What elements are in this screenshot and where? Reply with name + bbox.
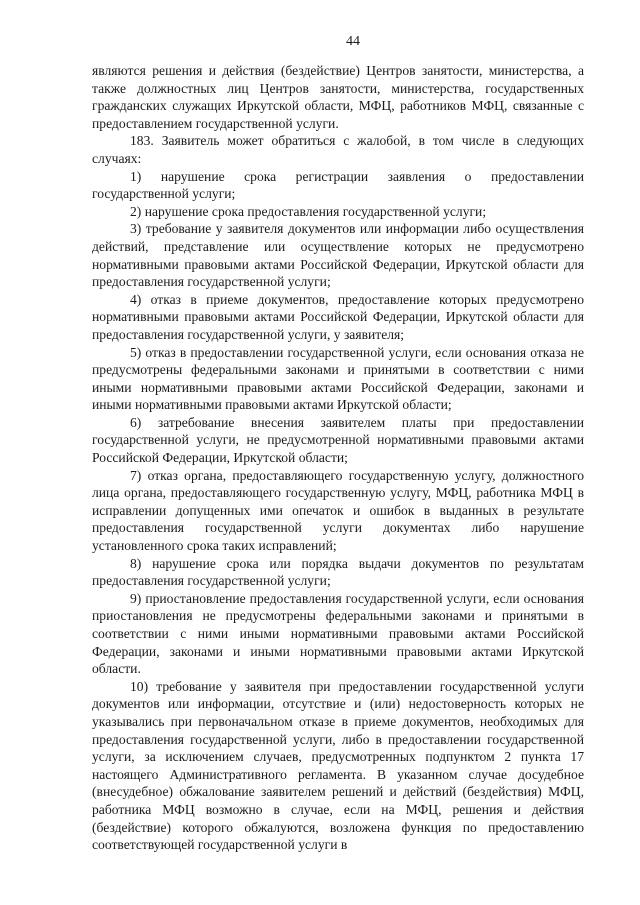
- document-body: [92, 62, 584, 854]
- paragraph-183: 183. Заявитель может обратиться с жалобой, в том числе в следующих случаях:: [92, 133, 584, 166]
- paragraph-intro-continuation: являются решения и действия (бездействие) Центров занятости, министерства, а также должностных лиц Центров занятости, министерства, государственных гражданских служащих Иркутской области, МФЦ, работников МФЦ, связанные с предоставлением государственной услуги.: [92, 63, 584, 131]
- list-item-4: 4) отказ в приеме документов, предоставление которых предусмотрено нормативными правовыми актами Российской Федерации, Иркутской области для предоставления государственной услуги, у заявителя;: [92, 291, 584, 342]
- list-item-10: 10) требование у заявителя при предоставлении государственной услуги документов или информации, отсутствие и (или) недостоверность которых не указывались при первоначальном отказе в приеме документов, необходимых для предоставления государственной услуги, либо в предоставлении государственной услуги, за исключением случаев, предусмотренных подпунктом 2 пункта 17 настоящего Административного регламента. В указанном случае досудебное (внесудебное) обжалование заявителем решений и действий (бездействия) МФЦ, работника МФЦ возможно в случае, если на МФЦ, решения и действия (бездействие) которого обжалуются, возложена функция по предоставлению соответствующей государственной услуги в: [92, 678, 584, 853]
- list-item-9: 9) приостановление предоставления государственной услуги, если основания приостановления не предусмотрены федеральными законами и принятыми в соответствии с ними иными нормативными правовыми актами Российской Федерации, законами и иными нормативными правовыми актами Иркутской области.: [92, 590, 584, 677]
- list-item-6: 6) затребование внесения заявителем платы при предоставлении государственной услуги, не предусмотренной нормативными правовыми актами Российской Федерации, Иркутской области;: [92, 414, 584, 466]
- list-item-1: 1) нарушение срока регистрации заявления о предоставлении государственной услуги;: [92, 168, 584, 202]
- list-item-5: 5) отказ в предоставлении государственной услуги, если основания отказа не предусмотрены федеральными законами и принятыми в соответствии с ними иными нормативными правовыми актами Российской Федерации, законами и иными нормативными правовыми актами Иркутской области;: [92, 344, 584, 413]
- list-item-8: 8) нарушение срока или порядка выдачи документов по результатам предоставления государственной услуги;: [92, 555, 584, 589]
- list-item-2: 2) нарушение срока предоставления государственной услуги;: [130, 203, 487, 219]
- page-number: 44: [346, 34, 360, 49]
- list-item-3: 3) требование у заявителя документов или информации либо осуществления действий, представление или осуществление которых не предусмотрено нормативными правовыми актами Российской Федерации, Иркутской области для предоставления государственной услуги;: [92, 221, 584, 290]
- list-item-7: 7) отказ органа, предоставляющего государственную услугу, должностного лица органа, предоставляющего государственную услугу, МФЦ, работника МФЦ в исправлении допущенных ими опечаток и ошибок в выданных в результате предоставления государственной услуги документах либо нарушение установленного срока таких исправлений;: [92, 467, 584, 554]
